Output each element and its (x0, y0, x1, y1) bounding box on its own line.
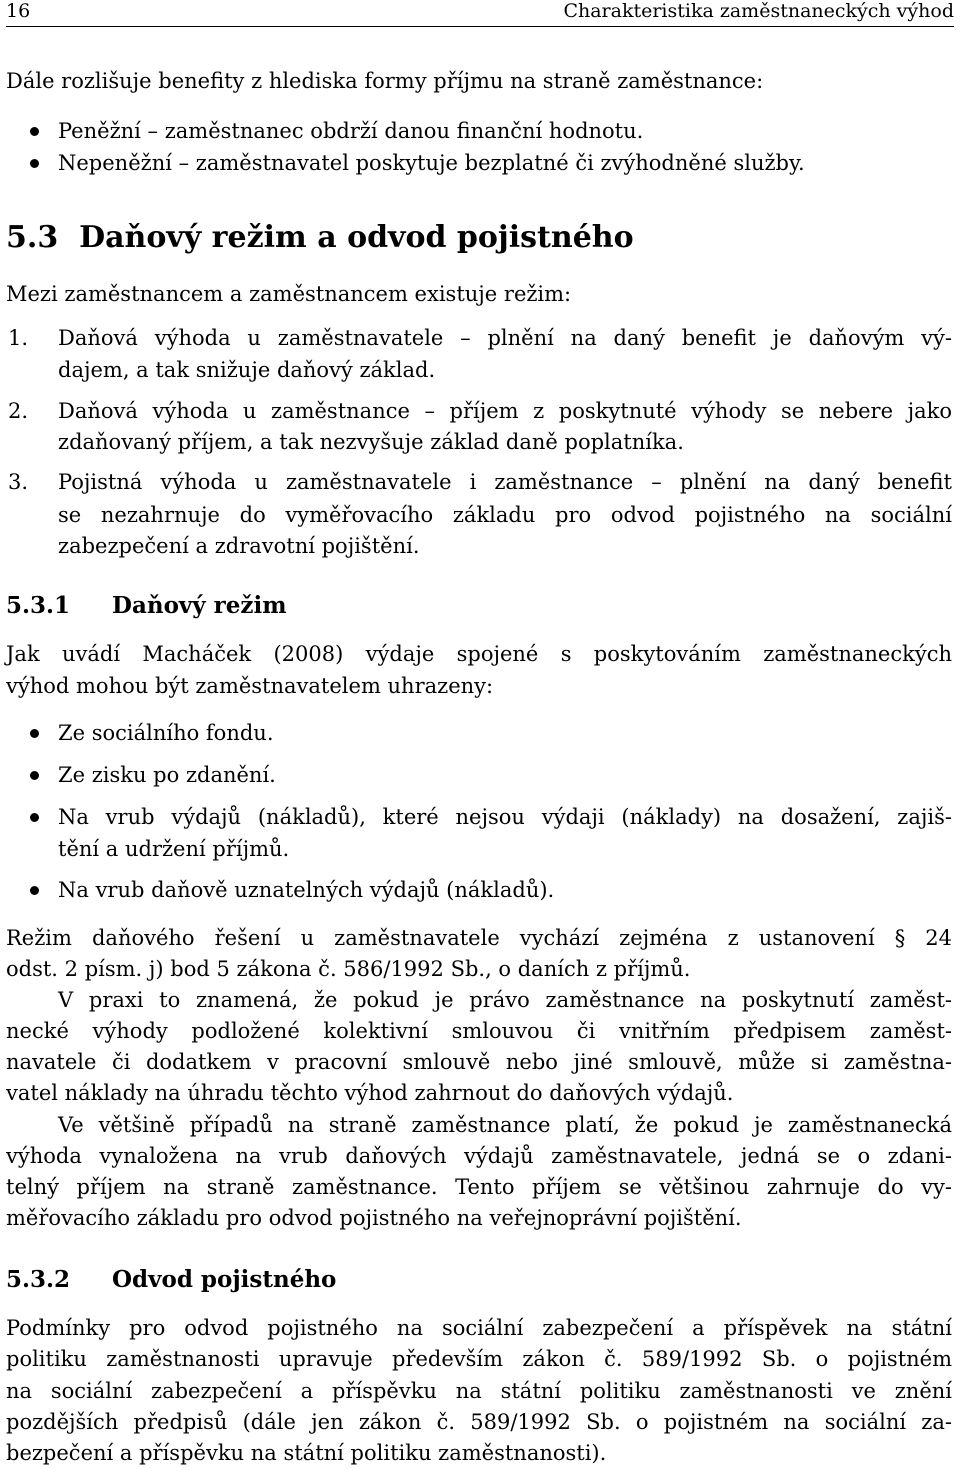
paragraph-line: odst. 2 písm. j) bod 5 zákona č. 586/1992 Sb., o daních z příjmů. (6, 957, 691, 981)
bullet-icon (30, 813, 39, 822)
list-item: Nepeněžní – zaměstnavatel poskytuje bezplatné či zvýhodněné služby. (58, 151, 805, 175)
list-item-line: dajem, a tak snižuje daňový základ. (58, 358, 436, 382)
paragraph-line: Podmínky pro odvod pojistného na sociální zabezpečení a příspěvek na státní (6, 1316, 952, 1340)
paragraph-line: výhoda vynaložena na vrub daňových výdajů zaměstnavatele, jedná se o zdani- (6, 1144, 952, 1168)
section-title: Daňový režim a odvod pojistného (79, 220, 634, 255)
list-item-line: Pojistná výhoda u zaměstnavatele i zaměstnance – plnění na daný benefit (58, 470, 952, 494)
list-item-line: Daňová výhoda u zaměstnance – příjem z poskytnuté výhody se nebere jako (58, 399, 952, 423)
section-title: Odvod pojistného (112, 1266, 337, 1293)
list-item-line: Daňová výhoda u zaměstnavatele – plnění na daný benefit je daňovým vý- (58, 326, 952, 350)
paragraph-line: pozdějších předpisů (dále jen zákon č. 589/1992 Sb. o pojistném na sociální za- (6, 1410, 952, 1434)
list-item-line: tění a udržení příjmů. (58, 837, 290, 861)
bullet-icon (30, 729, 39, 738)
list-item-line: zdaňovaný příjem, a tak nezvyšuje základ daně poplatníka. (58, 430, 684, 454)
paragraph-line: měřovacího základu pro odvod pojistného na veřejnoprávní pojištění. (6, 1206, 742, 1230)
list-item: Na vrub daňově uznatelných výdajů (nákladů). (58, 878, 555, 902)
intro-paragraph: Dále rozlišuje benefity z hlediska formy příjmu na straně zaměstnance: (6, 69, 764, 93)
paragraph-line: politiku zaměstnanosti upravuje především zákon č. 589/1992 Sb. o pojistném (6, 1347, 952, 1371)
paragraph-line: telný příjem na straně zaměstnance. Tento příjem se většinou zahrnuje do vy- (6, 1175, 952, 1199)
paragraph-line: výhod mohou být zaměstnavatelem uhrazeny: (6, 674, 494, 698)
section-heading-5-3 (6, 218, 634, 258)
list-number: 3. (8, 470, 29, 494)
section-number: 5.3 (6, 220, 59, 255)
section-title: Daňový režim (112, 592, 287, 619)
paragraph-line: navatele či dodatkem v pracovní smlouvě nebo jiné smlouvě, může si zaměstna- (6, 1050, 952, 1074)
paragraph-line: Jak uvádí Macháček (2008) výdaje spojené s poskytováním zaměstnaneckých (6, 642, 952, 666)
bullet-icon (30, 159, 39, 168)
list-number: 1. (8, 326, 29, 350)
paragraph-line: Ve většině případů na straně zaměstnance platí, že pokud je zaměstnanecká (58, 1113, 952, 1137)
bullet-icon (30, 886, 39, 895)
bullet-icon (30, 771, 39, 780)
section-number: 5.3.1 (6, 592, 71, 619)
list-item: Peněžní – zaměstnanec obdrží danou finanční hodnotu. (58, 119, 644, 143)
list-item: Ze sociálního fondu. (58, 721, 274, 745)
paragraph-line: na sociální zabezpečení a příspěvku na státní politiku zaměstnanosti ve znění (6, 1379, 952, 1403)
paragraph-line: Režim daňového řešení u zaměstnavatele vychází zejména z ustanovení § 24 (6, 926, 952, 950)
paragraph-line: bezpečení a příspěvku na státní politiku zaměstnanosti). (6, 1441, 607, 1465)
running-title: Charakteristika zaměstnaneckých výhod (563, 0, 954, 22)
bullet-icon (30, 127, 39, 136)
page-number: 16 (6, 0, 31, 22)
paragraph-line: necké výhody podložené kolektivní smlouvou či vnitřním předpisem zaměst- (6, 1019, 952, 1043)
list-item-line: zabezpečení a zdravotní pojištění. (58, 534, 420, 558)
section-number: 5.3.2 (6, 1266, 71, 1293)
section-heading-5-3-1 (6, 590, 287, 622)
paragraph-line: V praxi to znamená, že pokud je právo zaměstnance na poskytnutí zaměst- (58, 988, 952, 1012)
paragraph-line: vatel náklady na úhradu těchto výhod zahrnout do daňových výdajů. (6, 1081, 734, 1105)
page-header (6, 0, 954, 27)
list-item-line: Na vrub výdajů (nákladů), které nejsou výdaji (náklady) na dosažení, zajiš- (58, 805, 952, 829)
list-item: Ze zisku po zdanění. (58, 763, 276, 787)
list-item-line: se nezahrnuje do vyměřovacího základu pro odvod pojistného na sociální (58, 503, 952, 527)
list-number: 2. (8, 399, 29, 423)
section-heading-5-3-2 (6, 1264, 336, 1296)
section-lead: Mezi zaměstnancem a zaměstnancem existuje režim: (6, 282, 572, 306)
